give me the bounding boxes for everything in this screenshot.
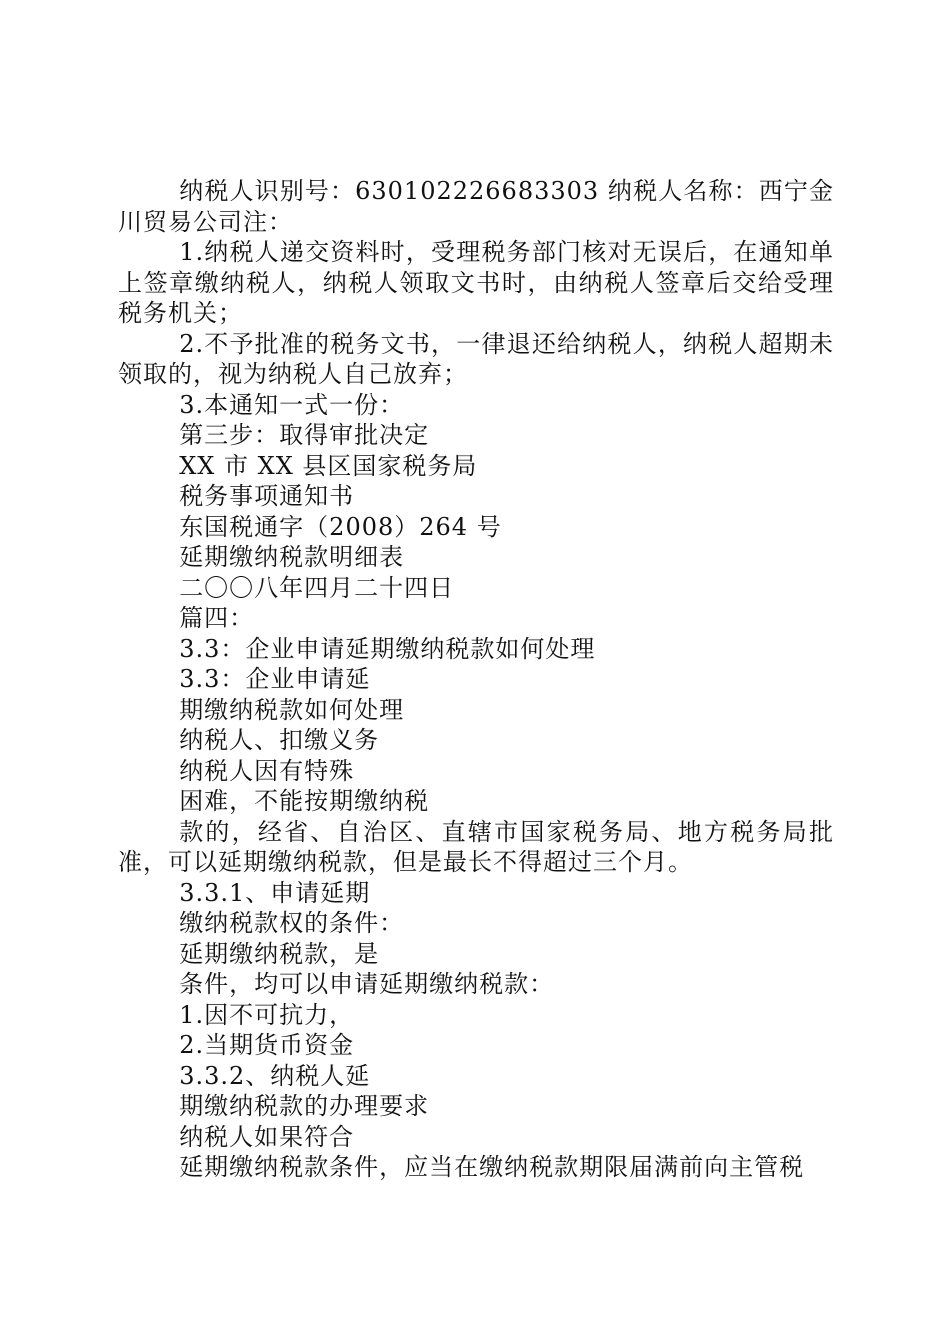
text-line: 纳税人因有特殊: [179, 756, 355, 785]
section-heading-3-3: 3.3：企业申请延期缴纳税款如何处理: [179, 634, 596, 663]
heading-step-three: 第三步：取得审批决定: [179, 421, 430, 449]
text-line: 困难，不能按期缴纳税: [179, 787, 430, 815]
paragraph-note-3: 3.本通知一式一份：: [179, 390, 405, 419]
paragraph-approval-rule: 款的，经省、自治区、直辖市国家税务局、地方税务局批准，可以延期缴纳税款，但是最长不得超过三个月。: [118, 817, 834, 876]
section-heading-3-3-1: 3.3.1、申请延期: [179, 878, 371, 907]
notice-date: 二〇〇八年四月二十四日: [179, 573, 455, 602]
text-line: 延期缴纳税款，是: [179, 939, 380, 968]
text-line: 纳税人、扣缴义务: [179, 726, 380, 754]
list-item-2: 2.当期货币资金: [179, 1031, 355, 1059]
document-body: [118, 176, 834, 1183]
text-line: 期缴纳税款如何处理: [179, 695, 405, 724]
notice-title: 税务事项通知书: [179, 482, 355, 510]
issuing-authority: XX 市 XX 县区国家税务局: [179, 451, 478, 480]
section-heading-3-3-2: 3.3.2、纳税人延: [179, 1061, 371, 1090]
text-line: 条件，均可以申请延期缴纳税款：: [179, 970, 555, 998]
text-line: 期缴纳税款的办理要求: [179, 1092, 430, 1120]
paragraph-note-2: 2.不予批准的税务文书，一律退还给纳税人，纳税人超期未领取的，视为纳税人自己放弃；: [118, 329, 834, 388]
text-line: 缴纳税款权的条件：: [179, 909, 405, 937]
attachment-title: 延期缴纳税款明细表: [179, 543, 405, 571]
text-line: 3.3：企业申请延: [179, 665, 371, 693]
paragraph-note-1: 1.纳税人递交资料时，受理税务部门核对无误后，在通知单上签章缴纳税人，纳税人领取文书时，由纳税人签章后交给受理税务机关；: [118, 238, 834, 327]
section-label-part-four: 篇四：: [179, 604, 255, 632]
paragraph-taxpayer-info: 纳税人识别号：630102226683303 纳税人名称：西宁金川贸易公司注：: [118, 177, 834, 236]
paragraph-deadline-rule: 延期缴纳税款条件，应当在缴纳税款期限届满前向主管税: [179, 1153, 805, 1181]
list-item-1: 1.因不可抗力，: [179, 1000, 355, 1029]
notice-number: 东国税通字（2008）264 号: [179, 512, 502, 541]
text-line: 纳税人如果符合: [179, 1122, 355, 1151]
